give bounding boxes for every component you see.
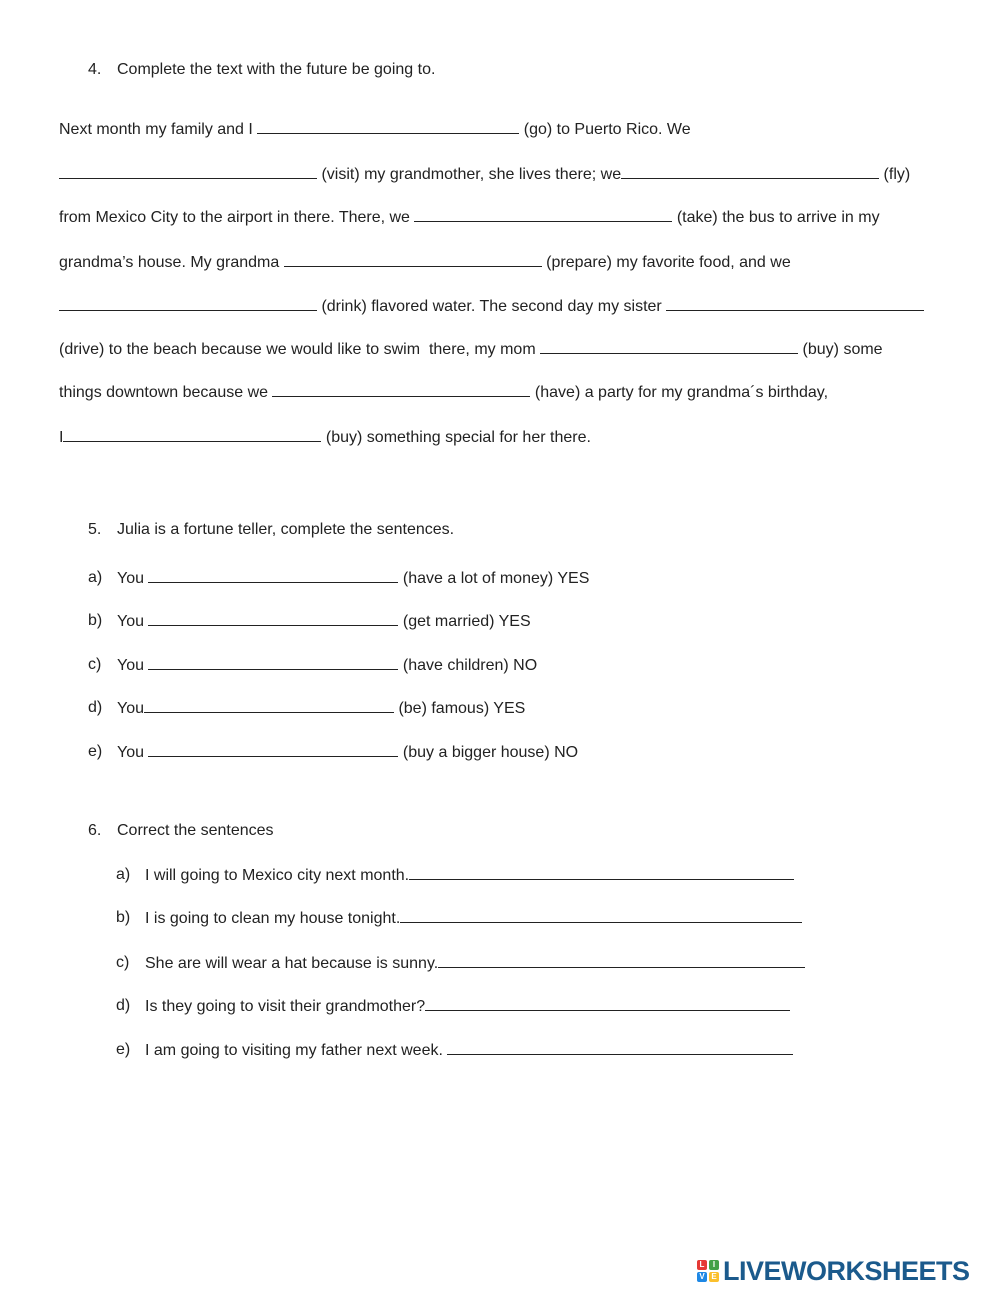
logo-block-v: V — [697, 1272, 707, 1282]
section6-letter-a: a) — [116, 866, 131, 883]
section5-item-b: You (get married) YES — [117, 613, 531, 630]
section5-letter-a: a) — [88, 569, 103, 586]
section6-heading: Correct the sentences — [117, 822, 274, 839]
section5-item-a: You (have a lot of money) YES — [117, 570, 590, 587]
section4-heading: Complete the text with the future be going to. — [117, 61, 436, 78]
blank-visit[interactable] — [59, 164, 317, 179]
section5-number: 5. — [88, 521, 102, 538]
section5-letter-b: b) — [88, 612, 103, 629]
section4-number: 4. — [88, 61, 102, 78]
blank-6d[interactable] — [425, 996, 790, 1011]
section4-line-4: grandma’s house. My grandma (prepare) my favorite food, and we — [59, 254, 791, 271]
section6-letter-e: e) — [116, 1041, 131, 1058]
section4-line-2: (visit) my grandmother, she lives there; we (fly) — [59, 164, 910, 185]
section6-item-e: I am going to visiting my father next week. — [145, 1040, 793, 1061]
section5-letter-d: d) — [88, 699, 103, 716]
section6-item-a: I will going to Mexico city next month. — [145, 865, 794, 886]
blank-5c[interactable] — [148, 655, 398, 670]
blank-drive[interactable] — [666, 296, 924, 311]
logo-block-i: I — [709, 1260, 719, 1270]
blank-buy-mom[interactable] — [540, 339, 798, 354]
section6-number: 6. — [88, 822, 102, 839]
blank-have[interactable] — [272, 382, 530, 397]
blank-6a[interactable] — [409, 865, 794, 880]
section5-item-d: You (be) famous) YES — [117, 700, 526, 717]
section5-letter-e: e) — [88, 743, 103, 760]
logo-block-l: L — [697, 1260, 707, 1270]
blank-6c[interactable] — [438, 953, 805, 968]
section6-item-b: I is going to clean my house tonight. — [145, 908, 802, 929]
section4-line-8: I (buy) something special for her there. — [59, 429, 591, 446]
blank-5a[interactable] — [148, 568, 398, 583]
blank-6b[interactable] — [400, 908, 802, 923]
blank-take[interactable] — [414, 207, 672, 222]
section6-letter-c: c) — [116, 954, 130, 971]
blank-go[interactable] — [257, 119, 519, 134]
logo-block-e: E — [709, 1272, 719, 1282]
section6-letter-b: b) — [116, 909, 131, 926]
section5-item-c: You (have children) NO — [117, 657, 538, 674]
blank-buy-something[interactable] — [63, 427, 321, 442]
section4-line-1: Next month my family and I (go) to Puerto Rico. We — [59, 121, 691, 138]
section6-letter-d: d) — [116, 997, 131, 1014]
section4-line-6: (drive) to the beach because we would like to swim there, my mom (buy) some — [59, 341, 883, 358]
liveworksheets-logo — [697, 1254, 970, 1288]
blank-5b[interactable] — [148, 611, 398, 626]
section4-line-5: (drink) flavored water. The second day my sister — [59, 296, 924, 317]
section5-item-e: You (buy a bigger house) NO — [117, 744, 579, 761]
blank-fly[interactable] — [621, 164, 879, 179]
section5-letter-c: c) — [88, 656, 102, 673]
logo-blocks-icon — [697, 1260, 719, 1282]
section6-item-c: She are will wear a hat because is sunny. — [145, 953, 805, 974]
blank-5d[interactable] — [144, 698, 394, 713]
section5-heading: Julia is a fortune teller, complete the sentences. — [117, 521, 455, 538]
logo-text: LIVEWORKSHEETS — [723, 1255, 970, 1286]
blank-6e[interactable] — [447, 1040, 793, 1055]
blank-prepare[interactable] — [284, 252, 542, 267]
blank-5e[interactable] — [148, 742, 398, 757]
section4-line-7: things downtown because we (have) a party for my grandma´s birthday, — [59, 384, 829, 401]
section6-item-d: Is they going to visit their grandmother? — [145, 996, 790, 1017]
blank-drink[interactable] — [59, 296, 317, 311]
section4-line-3: from Mexico City to the airport in there. There, we (take) the bus to arrive in my — [59, 209, 880, 226]
